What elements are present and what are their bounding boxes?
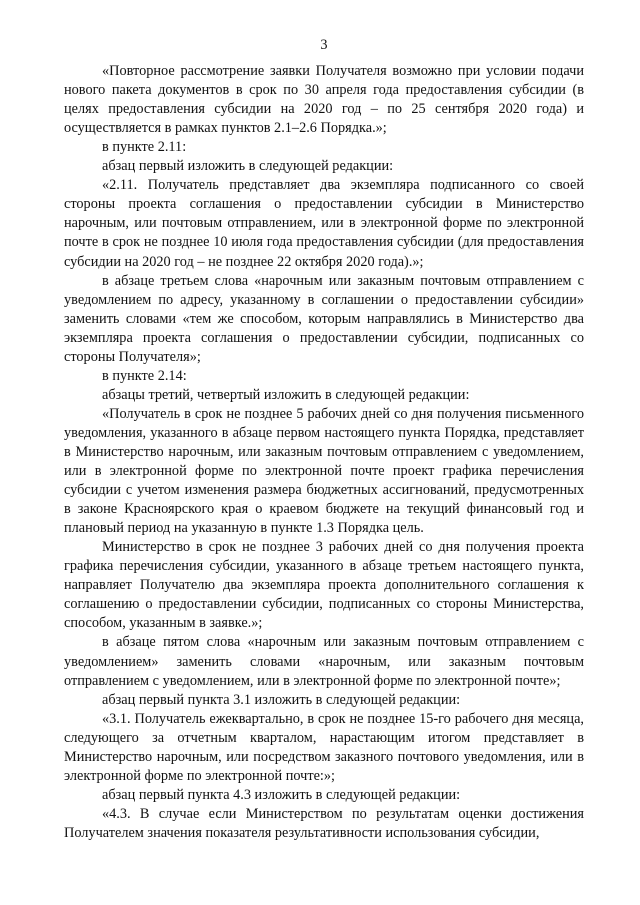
paragraph-item-3-1-text: «3.1. Получатель ежеквартально, в срок не позднее 15-го рабочего дня месяца, следующего за отчетным кварталом, нарастающим итогом представляет в Министерство нарочным, или посредством заказного почтового уведомления, или в электронной форме по электронной почте:»; [64,710,584,784]
paragraph-item-2-11-text: «2.11. Получатель представляет два экземпляра подписанного со своей стороны проекта соглашения о предоставлении субсидии в Министерство нарочным, или почтовым отправлением, или в электронной форме по электронной почте в срок не позднее 10 июля года предоставления субсидии (для предоставления субсидии на 2020 год – не позднее 22 октября 2020 года).»; [64,177,584,270]
paragraph-schedule-submission: «Получатель в срок не позднее 5 рабочих дней со дня получения письменного уведомления, указанного в абзаце первом настоящего пункта Порядка, представляет в Министерство нарочным, или заказным почтовым отправлением с уведомлением, или в электронной форме по электронной почте проект графика перечисления субсидии с учетом изменения размера бюджетных ассигнований, предусмотренных в законе Красноярского края о краевом бюджете на текущий финансовый год и плановый период на указанную в пункте 1.3 Порядка цель. [64,405,584,537]
paragraph-third-abzac-replacement: в абзаце третьем слова «нарочным или заказным почтовым отправлением с уведомлением по адресу, указанному в соглашении о предоставлении субсидии» заменить словами «тем же способом, которым направлялись в Министерство два экземпляра проекта соглашения о предоставлении субсидии, подписанных со стороны Получателя»; [64,272,584,365]
paragraph-resubmission-conditions: «Повторное рассмотрение заявки Получателя возможно при условии подачи нового пакета документов в срок по 30 апреля года предоставления субсидии (в целях предоставления субсидии на 2020 год – по 25 сентября 2020 года) и осуществляется в рамках пунктов 2.1–2.6 Порядка.»; [64,63,584,137]
paragraph-fifth-abzac-replacement: в абзаце пятом слова «нарочным или заказным почтовым отправлением с уведомлением» заменить словами «нарочным, или заказным почтовым отправлением с уведомлением, или в электронной форме по электронной почте»; [64,634,584,689]
document-page [64,36,584,843]
paragraph-first-abzac-instruction: абзац первый изложить в следующей редакции: [102,158,394,175]
paragraph-item-2-14-heading: в пункте 2.14: [102,367,187,384]
paragraph-item-4-3-instruction: абзац первый пункта 4.3 изложить в следующей редакции: [102,786,461,803]
paragraph-item-2-11-heading: в пункте 2.11: [102,139,187,156]
paragraph-item-4-3-text: «4.3. В случае если Министерством по результатам оценки достижения Получателем значения показателя результативности использования субсидии, [64,805,584,841]
page-number: 3 [320,37,328,53]
paragraph-third-fourth-abzac-instruction: абзацы третий, четвертый изложить в следующей редакции: [102,386,470,403]
paragraph-item-3-1-instruction: абзац первый пункта 3.1 изложить в следующей редакции: [102,691,461,708]
paragraph-ministry-response: Министерство в срок не позднее 3 рабочих дней со дня получения проекта графика перечисления субсидии, указанного в абзаце третьем настоящего пункта, направляет Получателю два экземпляра проекта дополнительного соглашения к соглашению о предоставлении субсидии, подписанных со стороны Министерства, способом, указанным в заявке.»; [64,539,584,632]
